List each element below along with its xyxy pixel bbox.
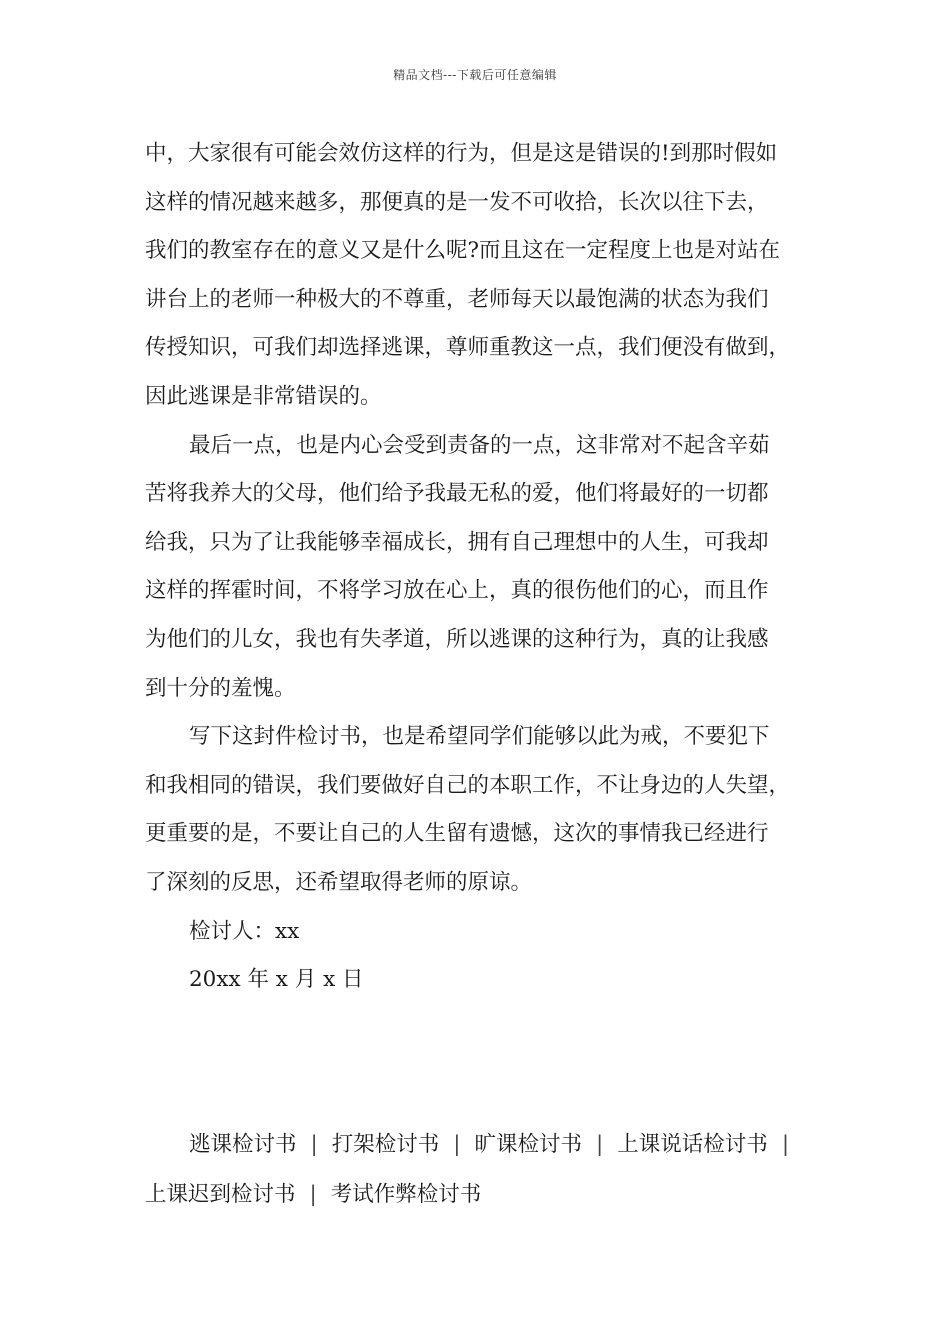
body-line: 写下这封件检讨书，也是希望同学们能够以此为戒，不要犯下 (189, 724, 770, 750)
body-line: 为他们的儿女，我也有失孝道，所以逃课的这种行为，真的让我感 (145, 626, 769, 652)
body-line: 传授知识，可我们却选择逃课，尊师重教这一点，我们便没有做到， (145, 335, 791, 361)
body-line: 检讨人：xx (189, 918, 300, 944)
link-separator: | (453, 1132, 461, 1157)
body-line: 了深刻的反思，还希望取得老师的原谅。 (145, 869, 533, 895)
link-separator: | (781, 1132, 790, 1157)
body-line: 因此逃课是非常错误的。 (145, 383, 382, 409)
body-line: 给我，只为了让我能够幸福成长，拥有自己理想中的人生，可我却 (145, 529, 769, 555)
body-line: 和我相同的错误，我们要做好自己的本职工作，不让身边的人失望， (145, 772, 791, 798)
body-line: 最后一点，也是内心会受到责备的一点，这非常对不起含辛茹 (189, 432, 770, 458)
header-text: 精品文档---下载后可任意编辑 (393, 68, 557, 82)
body-line: 更重要的是，不要让自己的人生留有遗憾，这次的事情我已经进行 (145, 821, 769, 847)
related-links (145, 1120, 815, 1220)
related-link-chidao[interactable]: 上课迟到检讨书 (145, 1182, 296, 1207)
related-link-taoke[interactable]: 逃课检讨书 (189, 1132, 297, 1157)
body-line: 20xx 年 x 月 x 日 (189, 967, 364, 993)
body-line: 到十分的羞愧。 (145, 675, 296, 701)
related-link-kuangke[interactable]: 旷课检讨书 (474, 1132, 583, 1157)
related-link-zuobi[interactable]: 考试作弊检讨书 (330, 1182, 482, 1207)
related-links-row-1 (145, 1120, 815, 1170)
link-separator: | (310, 1132, 318, 1157)
related-link-dajia[interactable]: 打架检讨书 (331, 1132, 440, 1157)
related-links-row-2 (145, 1170, 815, 1220)
link-separator: | (596, 1132, 604, 1157)
link-separator: | (309, 1182, 317, 1207)
body-line: 中，大家很有可能会效仿这样的行为，但是这是错误的!到那时假如 (145, 141, 778, 166)
body-line: 苦将我养大的父母，他们给予我最无私的爱，他们将最好的一切都 (145, 481, 769, 507)
body-line: 我们的教室存在的意义又是什么呢?而且这在一定程度上也是对站在 (145, 238, 781, 264)
body-line: 这样的挥霍时间，不将学习放在心上，真的很伤他们的心，而且作 (145, 578, 769, 604)
page-header (0, 66, 950, 83)
document-body (145, 130, 815, 1005)
related-link-shuohua[interactable]: 上课说话检讨书 (617, 1132, 768, 1157)
body-line: 这样的情况越来越多，那便真的是一发不可收拾，长次以往下去， (145, 189, 769, 215)
body-line: 讲台上的老师一种极大的不尊重，老师每天以最饱满的状态为我们 (145, 286, 769, 312)
